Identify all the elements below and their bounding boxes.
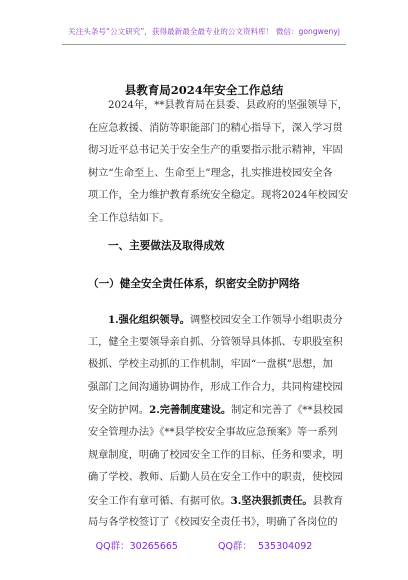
- subsection-heading: （一）健全安全责任体系，织密安全防护网络: [88, 278, 300, 290]
- body-line: [88, 399, 343, 422]
- header-banner: 关注头条号“公文研究”，获得最新最全最专业的公文资料库！ 微信：gongwenyj: [68, 27, 340, 36]
- body-line: [88, 490, 343, 513]
- intro-line: 彻习近平总书记关于安全生产的重要指示批示精神，牢固: [88, 145, 343, 157]
- qq-group-1: QQ群：30265665: [95, 541, 178, 552]
- body-line: [88, 309, 343, 332]
- body-text: 安全防护网。: [88, 405, 150, 417]
- qq-group-2-number: 535304092: [257, 541, 313, 552]
- intro-line: 树立“生命至上、生命至上”理念，扎实推进校园安全各: [88, 167, 333, 179]
- body-line: 安全管理办法》《**县学校安全事故应急预案》等一系列: [88, 426, 338, 438]
- body-line: 极抓、学校主动抓的工作机制，牢固“一盘棋”思想，加: [88, 359, 333, 371]
- header-divider: [62, 44, 346, 45]
- document-title: 县教育局2024年安全工作总结: [124, 83, 284, 97]
- body-line: 局与各学校签订了《校园安全责任书》，明确了各岗位的: [88, 517, 338, 529]
- body-line: 强部门之间沟通协调协作，形成工作合力，共同构建校园: [88, 381, 343, 393]
- body-line: 确了学校、教师、后勤人员在安全工作中的职责，使校园: [88, 472, 343, 484]
- section-heading: 一、主要做法及取得成效: [108, 240, 225, 252]
- body-text: 制定和完善了《**县校园: [231, 405, 344, 417]
- intro-line: 项工作，全力维护教育系统安全稳定。现将2024年校园安: [88, 190, 349, 202]
- body-text: 县教育: [312, 495, 344, 507]
- intro-paragraph: [88, 95, 348, 231]
- item-heading: 3.坚决狠抓责任。: [230, 494, 313, 507]
- body-text: 调整校园安全工作领导小组职责分: [189, 315, 343, 326]
- footer-contact: [0, 538, 408, 552]
- intro-line: 全工作总结如下。: [88, 212, 170, 224]
- body-line: 规章制度，明确了校园安全工作的目标、任务和要求，明: [88, 449, 343, 461]
- item-heading: 2.完善制度建设。: [149, 404, 232, 417]
- intro-line: 2024年，**县教育局在县委、县政府的坚强领导下，: [108, 100, 348, 111]
- body-text: 安全工作有章可循、有据可依。: [88, 495, 231, 507]
- body-line: 工，健全主要领导亲自抓、分管领导具体抓、专职股室积: [88, 336, 343, 348]
- item-heading: 1.强化组织领导。: [108, 314, 190, 326]
- qq-group-2-label: QQ群：: [217, 541, 252, 552]
- body-paragraph: [88, 309, 343, 535]
- intro-line: 在应急救援、消防等职能部门的精心指导下，深入学习贯: [88, 122, 343, 134]
